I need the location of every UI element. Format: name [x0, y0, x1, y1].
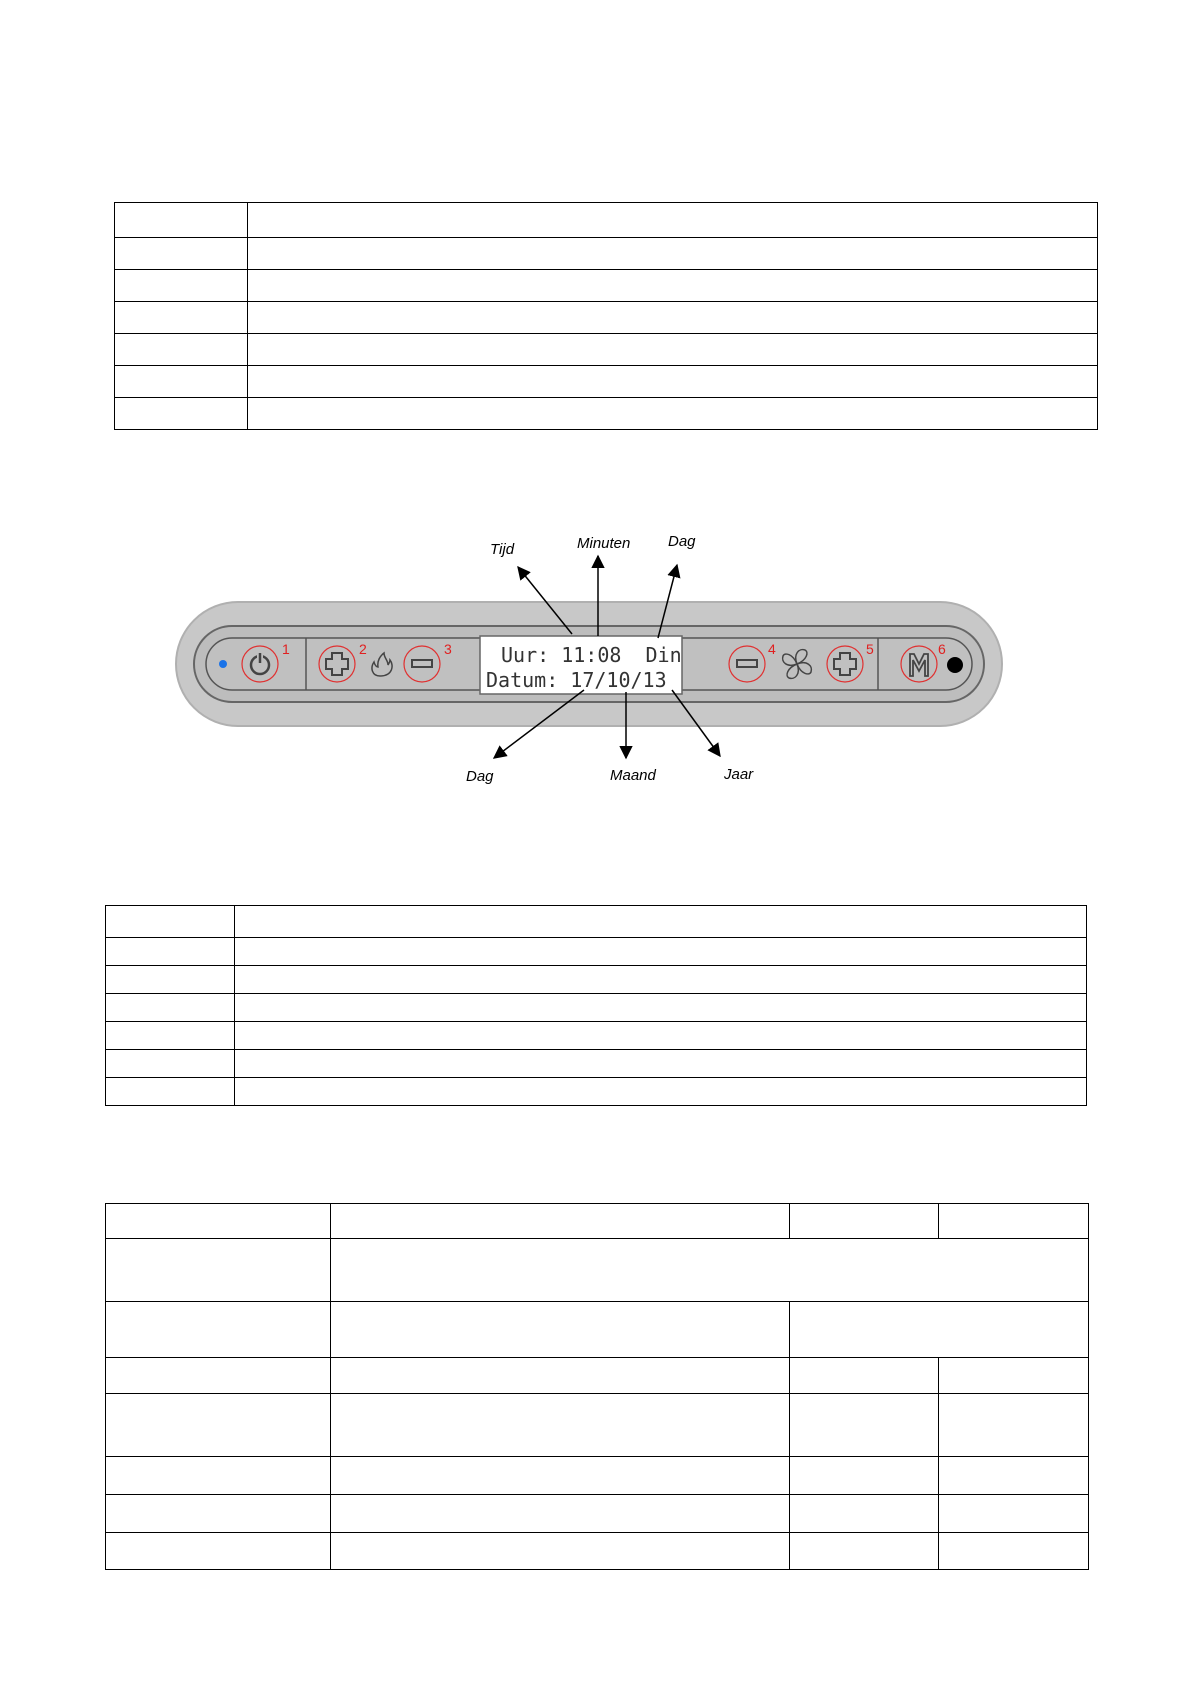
label-dag-bottom: Dag	[466, 768, 494, 785]
table-row	[106, 1204, 1089, 1239]
table-row	[106, 1394, 1089, 1457]
table-row	[106, 994, 1087, 1022]
status-led	[219, 660, 227, 668]
control-panel-diagram	[170, 530, 1010, 790]
table-row	[115, 334, 1098, 366]
table-row	[106, 1457, 1089, 1495]
label-maand: Maand	[610, 767, 656, 784]
table-row	[115, 203, 1098, 238]
table-row	[115, 302, 1098, 334]
label-jaar: Jaar	[724, 766, 754, 783]
label-minuten: Minuten	[577, 535, 631, 552]
button-number-3: 3	[444, 641, 452, 657]
lcd-line-2: Datum: 17/10/13	[486, 668, 667, 692]
table-2	[105, 905, 1087, 1106]
table-row	[115, 238, 1098, 270]
button-number-1: 1	[282, 641, 290, 657]
table-row	[106, 1078, 1087, 1106]
table-row	[115, 270, 1098, 302]
label-dag-top: Dag	[668, 533, 696, 550]
table-row	[106, 938, 1087, 966]
button-number-2: 2	[359, 641, 367, 657]
table-row	[106, 1358, 1089, 1394]
table-row	[106, 966, 1087, 994]
table-row	[115, 366, 1098, 398]
table-row	[106, 1239, 1089, 1302]
table-row	[106, 1302, 1089, 1358]
button-number-4: 4	[768, 641, 776, 657]
lcd-line-1: Uur: 11:08 Din	[501, 643, 682, 667]
button-number-5: 5	[866, 641, 874, 657]
table-row	[115, 398, 1098, 430]
table-row	[106, 906, 1087, 938]
table-3	[105, 1203, 1089, 1570]
table-row	[106, 1495, 1089, 1533]
table-row	[106, 1022, 1087, 1050]
sensor-dot	[947, 657, 963, 673]
table-row	[106, 1050, 1087, 1078]
fan-icon	[783, 650, 812, 679]
label-tijd: Tijd	[490, 541, 515, 558]
button-number-6: 6	[938, 641, 946, 657]
table-row	[106, 1533, 1089, 1570]
table-1	[114, 202, 1098, 430]
